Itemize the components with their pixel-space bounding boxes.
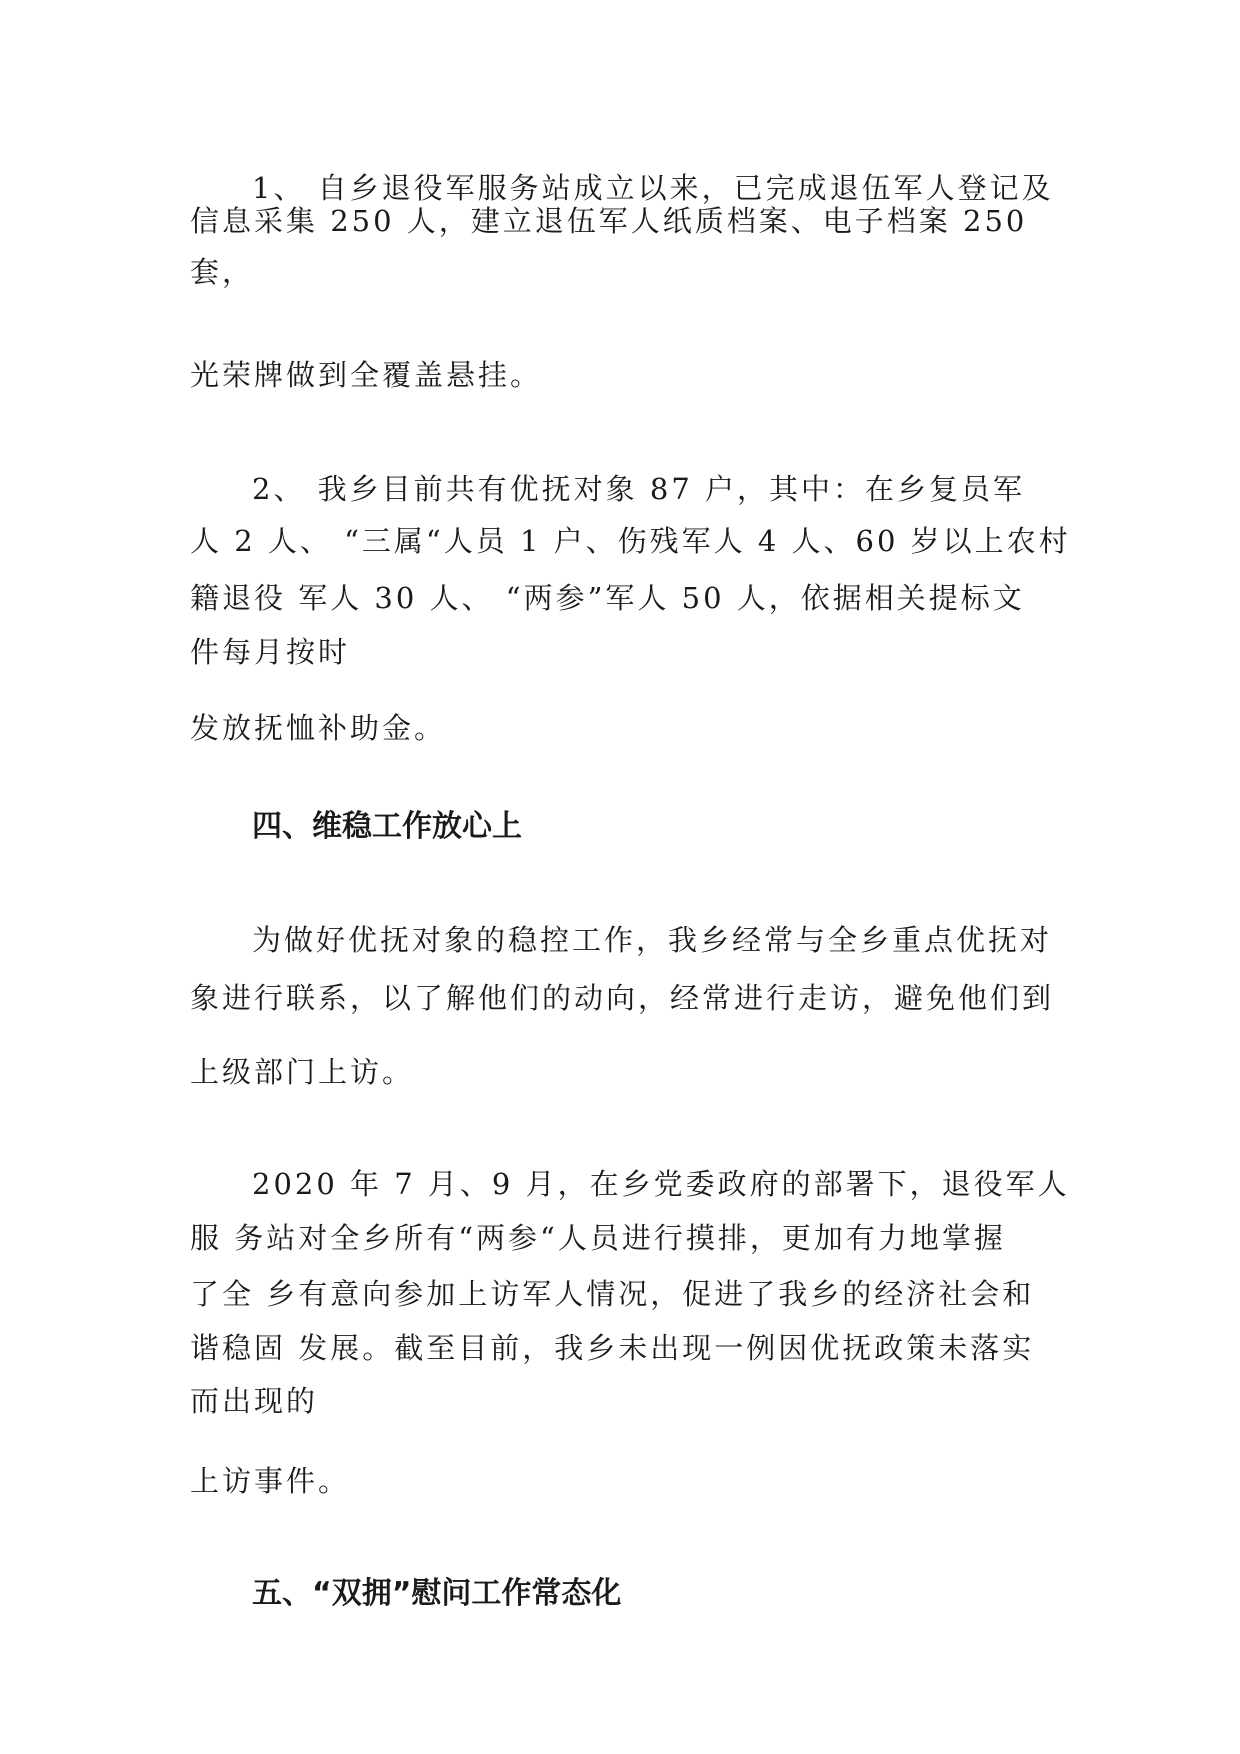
section-heading-5: 五、“双拥”慰问工作常态化 [252, 1576, 622, 1611]
paragraph-4-line-6: 上访事件。 [190, 1464, 351, 1498]
paragraph-4-line-3: 了全 乡有意向参加上访军人情况，促进了我乡的经济社会和 [190, 1277, 1035, 1311]
section-heading-4: 四、维稳工作放心上 [252, 809, 522, 844]
paragraph-4-line-1: 2020 年 7 月、9 月，在乡党委政府的部署下，退役军人 [252, 1167, 1070, 1201]
paragraph-4-line-4: 谐稳固 发展。截至目前，我乡未出现一例因优抚政策未落实 [190, 1331, 1035, 1365]
paragraph-4-line-2: 服 务站对全乡所有“两参“人员进行摸排，更加有力地掌握 [190, 1221, 1006, 1255]
paragraph-1-line-2: 信息采集 250 人，建立退伍军人纸质档案、电子档案 250 [190, 204, 1028, 238]
paragraph-2-line-3: 籍退役 军人 30 人、 “两参”军人 50 人，依据相关提标文 [190, 581, 1025, 615]
paragraph-1-line-4: 光荣牌做到全覆盖悬挂。 [190, 358, 543, 392]
paragraph-3-line-1: 为做好优抚对象的稳控工作，我乡经常与全乡重点优抚对 [252, 923, 1053, 957]
paragraph-3-line-3: 上级部门上访。 [190, 1055, 415, 1089]
paragraph-3-line-2: 象进行联系，以了解他们的动向，经常进行走访，避免他们到 [190, 981, 1055, 1015]
paragraph-4-line-5: 而出现的 [190, 1384, 319, 1418]
paragraph-1-line-3: 套， [190, 255, 255, 289]
paragraph-2-line-2: 人 2 人、 “三属“人员 1 户、伤残军人 4 人、60 岁以上农村 [190, 524, 1071, 558]
paragraph-1-line-1: 1、 自乡退役军服务站成立以来，已完成退伍军人登记及 [252, 171, 1054, 205]
paragraph-2-line-1: 2、 我乡目前共有优抚对象 87 户，其中：在乡复员军 [252, 472, 1026, 506]
paragraph-2-line-4: 件每月按时 [190, 635, 351, 669]
paragraph-2-line-5: 发放抚恤补助金。 [190, 711, 447, 745]
